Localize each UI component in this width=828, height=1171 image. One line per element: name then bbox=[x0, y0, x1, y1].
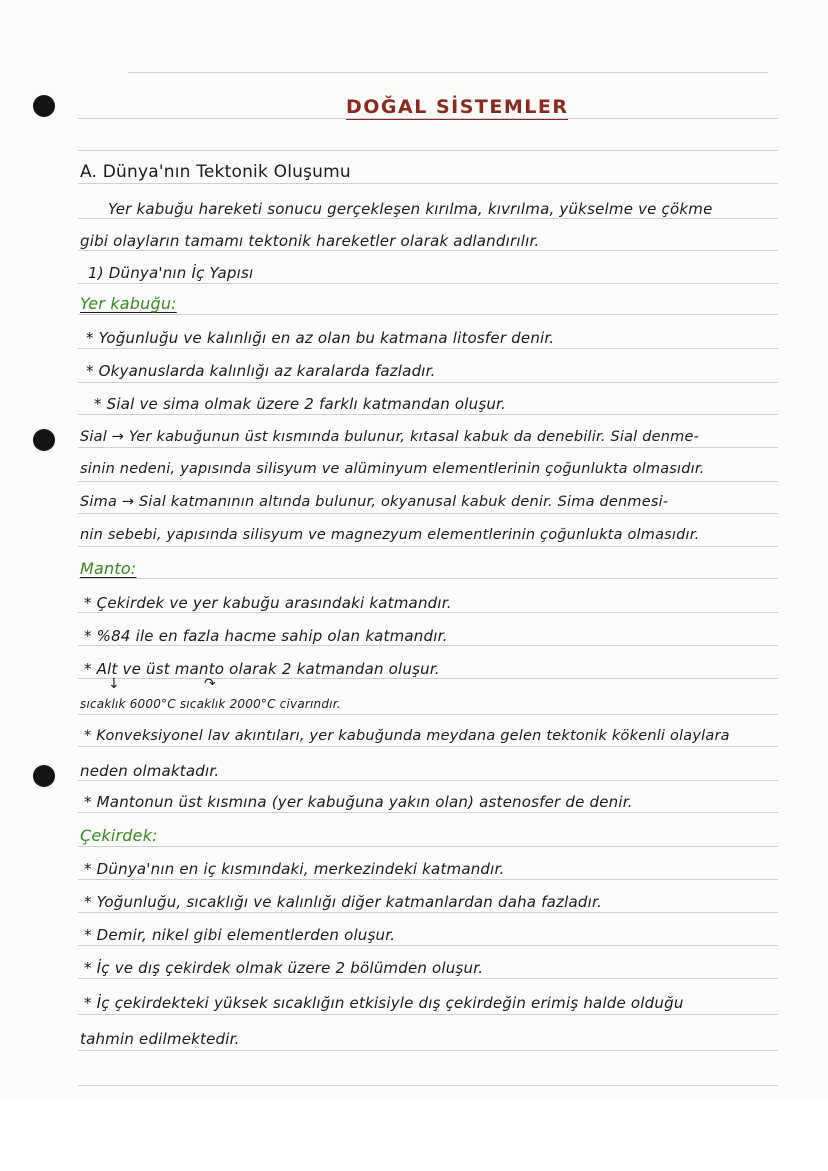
ruled-line bbox=[78, 150, 778, 151]
ruled-line bbox=[78, 546, 778, 547]
ruled-line bbox=[78, 612, 778, 613]
ruled-line bbox=[78, 414, 778, 415]
crust-bullet: * Sial ve sima olmak üzere 2 farklı katmandan oluşur. bbox=[94, 395, 507, 413]
ruled-line bbox=[78, 912, 778, 913]
convection-line-2: neden olmaktadır. bbox=[80, 762, 220, 780]
ruled-line bbox=[78, 746, 778, 747]
crust-bullet: * Yoğunluğu ve kalınlığı en az olan bu katmana litosfer denir. bbox=[86, 329, 555, 347]
ruled-line bbox=[78, 846, 778, 847]
ruled-line bbox=[128, 72, 768, 73]
core-bullet: * Dünya'nın en iç kısmındaki, merkezindeki katmandır. bbox=[84, 860, 505, 878]
inner-core-line-2: tahmin edilmektedir. bbox=[80, 1030, 240, 1048]
ruled-line bbox=[78, 513, 778, 514]
ruled-line bbox=[78, 645, 778, 646]
inner-core-line-1: * İç çekirdekteki yüksek sıcaklığın etkisiyle dış çekirdeğin erimiş halde olduğu bbox=[84, 994, 684, 1012]
ruled-line bbox=[78, 678, 778, 679]
ruled-line bbox=[78, 218, 778, 219]
down-arrow-icon: ↓ bbox=[108, 676, 120, 692]
ruled-line bbox=[78, 447, 778, 448]
ruled-line bbox=[78, 879, 778, 880]
ruled-line bbox=[78, 183, 778, 184]
ruled-line bbox=[78, 481, 778, 482]
mantle-bullet: * Alt ve üst manto olarak 2 katmandan oluşur. bbox=[84, 660, 440, 678]
mantle-bullet: * %84 ile en fazla hacme sahip olan katmandır. bbox=[84, 627, 448, 645]
intro-line-2: gibi olayların tamamı tektonik hareketler olarak adlandırılır. bbox=[80, 232, 540, 250]
core-heading: Çekirdek: bbox=[80, 826, 158, 845]
core-bullet: * Demir, nikel gibi elementlerden oluşur. bbox=[84, 926, 396, 944]
ruled-line bbox=[78, 978, 778, 979]
asthenosphere-line: * Mantonun üst kısmına (yer kabuğuna yakın olan) astenosfer de denir. bbox=[84, 793, 633, 811]
mantle-heading: Manto: bbox=[80, 559, 137, 578]
sial-line-1: Sial → Yer kabuğunun üst kısmında bulunur, kıtasal kabuk da denebilir. Sial denme- bbox=[80, 429, 699, 445]
ruled-line bbox=[78, 314, 778, 315]
ruled-line bbox=[78, 578, 778, 579]
mantle-bullet: * Çekirdek ve yer kabuğu arasındaki katmandır. bbox=[84, 594, 452, 612]
temperature-note: sıcaklık 6000°C sıcaklık 2000°C civarındır. bbox=[80, 697, 341, 711]
ruled-line bbox=[78, 283, 778, 284]
punch-hole-middle bbox=[33, 429, 55, 451]
crust-heading: Yer kabuğu: bbox=[80, 294, 177, 313]
punch-hole-bottom bbox=[33, 765, 55, 787]
punch-hole-top bbox=[33, 95, 55, 117]
convection-line-1: * Konveksiyonel lav akıntıları, yer kabuğunda meydana gelen tektonik kökenli olaylara bbox=[84, 728, 730, 744]
subsection-heading: 1) Dünya'nın İç Yapısı bbox=[88, 264, 254, 282]
core-bullet: * İç ve dış çekirdek olmak üzere 2 bölümden oluşur. bbox=[84, 959, 484, 977]
page-title: DOĞAL SİSTEMLER bbox=[346, 96, 569, 118]
sima-line-2: nin sebebi, yapısında silisyum ve magnezyum elementlerinin çoğunlukta olmasıdır. bbox=[80, 527, 700, 543]
ruled-line bbox=[78, 945, 778, 946]
sial-line-2: sinin nedeni, yapısında silisyum ve alüminyum elementlerinin çoğunlukta olmasıdır. bbox=[80, 461, 705, 477]
ruled-line bbox=[78, 1085, 778, 1086]
ruled-line bbox=[78, 382, 778, 383]
intro-line-1: Yer kabuğu hareketi sonucu gerçekleşen kırılma, kıvrılma, yükselme ve çökme bbox=[108, 200, 713, 218]
ruled-line bbox=[78, 714, 778, 715]
ruled-line bbox=[78, 812, 778, 813]
ruled-line bbox=[78, 780, 778, 781]
ruled-line bbox=[78, 250, 778, 251]
ruled-line bbox=[78, 348, 778, 349]
ruled-line bbox=[78, 1050, 778, 1051]
sima-line-1: Sima → Sial katmanının altında bulunur, okyanusal kabuk denir. Sima denmesi- bbox=[80, 494, 669, 510]
curved-arrow-icon: ↷ bbox=[204, 676, 216, 692]
ruled-line bbox=[78, 1014, 778, 1015]
page-bottom-margin bbox=[0, 1100, 828, 1171]
core-bullet: * Yoğunluğu, sıcaklığı ve kalınlığı diğer katmanlardan daha fazladır. bbox=[84, 893, 602, 911]
crust-bullet: * Okyanuslarda kalınlığı az karalarda fazladır. bbox=[86, 362, 436, 380]
section-heading: A. Dünya'nın Tektonik Oluşumu bbox=[80, 162, 351, 182]
